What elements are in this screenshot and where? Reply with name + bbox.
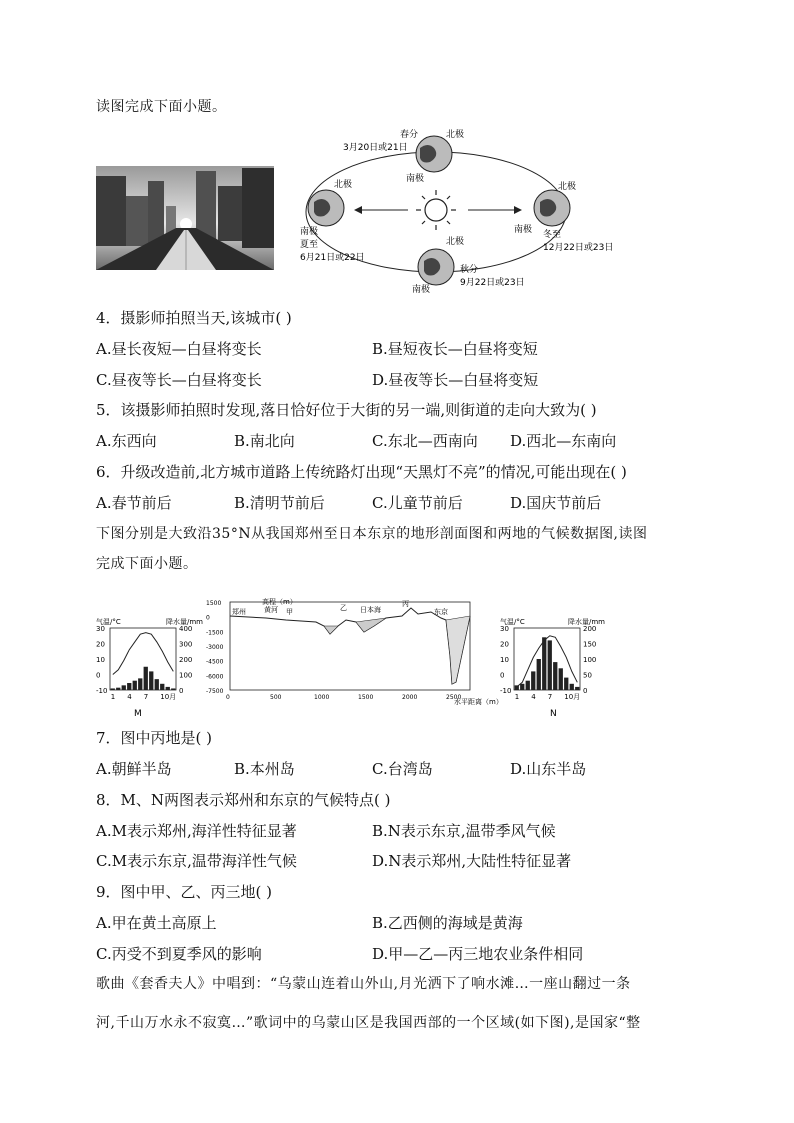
- m-temp-line: [113, 633, 174, 675]
- place-sea-of-japan: 日本海: [360, 606, 381, 614]
- profile-y-tick: 1500: [206, 600, 222, 607]
- place-yellow-river: 黄河: [264, 606, 278, 614]
- m-month-tick: 4: [127, 693, 132, 701]
- m-precip-label: 降水量/mm: [166, 618, 203, 626]
- question-4-stem: 4．摄影师拍照当天,该城市( ): [96, 309, 292, 327]
- profile-x-label: 水平距离（m）: [454, 698, 500, 706]
- m-precip-bar: [144, 667, 148, 690]
- profile-x-tick: 500: [270, 694, 282, 701]
- profile-y-tick: -3000: [206, 644, 224, 651]
- n-precip-label: 降水量/mm: [568, 618, 605, 626]
- winter-date: 12月22日或23日: [543, 243, 614, 253]
- south-pole-summer: 南极: [300, 227, 319, 237]
- m-precip-bar: [149, 671, 153, 690]
- q9-option-a[interactable]: A.甲在黄土高原上: [96, 914, 217, 932]
- q7-option-b[interactable]: B.本州岛: [234, 760, 295, 778]
- q5-option-d[interactable]: D.西北—东南向: [510, 432, 617, 450]
- earth-summer-icon: [308, 190, 344, 226]
- q7-option-d[interactable]: D.山东半岛: [510, 760, 587, 778]
- place-zhengzhou: 郑州: [232, 608, 246, 616]
- question-8-stem: 8．M、N两图表示郑州和东京的气候特点( ): [96, 791, 391, 809]
- sun-icon: [416, 190, 456, 230]
- m-month-tick: 1: [110, 693, 116, 701]
- n-precip-bar: [548, 640, 552, 690]
- terrain-profile: [206, 596, 500, 708]
- q7-option-a[interactable]: A.朝鲜半岛: [96, 760, 172, 778]
- m-precip-bar: [122, 685, 126, 690]
- m-temp-label: 气温/°C: [96, 618, 121, 626]
- q6-option-b[interactable]: B.清明节前后: [234, 494, 325, 512]
- q9-option-d[interactable]: D.甲—乙—丙三地农业条件相同: [372, 945, 584, 963]
- n-precip-bar: [564, 678, 568, 690]
- climate-chart-m: [96, 614, 206, 720]
- q4-option-b[interactable]: B.昼短夜长—白昼将变短: [372, 340, 538, 358]
- n-precip-tick: 150: [583, 640, 597, 649]
- profile-y-tick: -7500: [206, 688, 224, 695]
- n-precip-bar: [575, 687, 579, 690]
- summer-label: 夏至: [300, 240, 319, 250]
- autumn-label: 秋分: [460, 265, 479, 275]
- north-pole-winter: 北极: [558, 182, 577, 192]
- m-temp-tick: 10: [96, 656, 105, 664]
- north-pole-spring: 北极: [446, 130, 465, 140]
- q5-option-a[interactable]: A.东西向: [96, 432, 157, 450]
- q4-option-c[interactable]: C.昼夜等长—白昼将变长: [96, 371, 262, 389]
- n-temp-tick: 30: [500, 625, 509, 633]
- m-temp-tick: 20: [96, 640, 105, 649]
- n-precip-tick: 200: [583, 625, 597, 633]
- summer-date: 6月21日或22日: [300, 253, 365, 263]
- earth-spring-icon: [416, 136, 452, 172]
- place-tokyo: 东京: [434, 608, 448, 616]
- south-pole-winter: 南极: [514, 225, 533, 235]
- n-precip-bar: [553, 662, 557, 690]
- intro-text-2-line2: 完成下面小题。: [96, 556, 198, 572]
- n-precip-bar: [537, 659, 541, 690]
- q5-option-b[interactable]: B.南北向: [234, 432, 295, 450]
- n-month-tick: 4: [531, 693, 536, 701]
- m-precip-tick: 100: [179, 671, 193, 680]
- profile-x-tick: 1500: [358, 694, 374, 701]
- n-temp-tick: 10: [500, 656, 509, 664]
- m-month-tick: 7: [143, 693, 149, 701]
- intro-text-2-line1: 下图分别是大致沿35°N从我国郑州至日本东京的地形剖面图和两地的气候数据图,读图: [96, 526, 648, 542]
- earth-autumn-icon: [418, 249, 454, 285]
- n-precip-tick: 100: [583, 656, 597, 664]
- earth-winter-icon: [534, 190, 570, 226]
- m-precip-tick: 400: [179, 625, 193, 633]
- n-precip-bar: [526, 681, 530, 690]
- q9-option-c[interactable]: C.丙受不到夏季风的影响: [96, 945, 262, 963]
- q8-option-b[interactable]: B.N表示东京,温带季风气候: [372, 822, 556, 840]
- m-precip-tick: 0: [179, 687, 184, 695]
- profile-x-tick: 0: [226, 694, 230, 701]
- q6-option-a[interactable]: A.春节前后: [96, 494, 172, 512]
- m-precip-bar: [155, 679, 159, 690]
- m-temp-tick: 30: [96, 625, 105, 633]
- m-chart-name: M: [134, 709, 142, 719]
- m-temp-tick: 0: [96, 671, 101, 680]
- n-temp-label: 气温/°C: [500, 618, 525, 626]
- q7-option-c[interactable]: C.台湾岛: [372, 760, 433, 778]
- m-precip-bar: [133, 681, 137, 690]
- n-month-tick: 7: [547, 693, 553, 701]
- intro-text-3-line1: 歌曲《套香夫人》中唱到：“乌蒙山连着山外山,月光洒下了响水滩…一座山翻过一条: [96, 976, 631, 992]
- place-yi: 乙: [340, 604, 347, 612]
- profile-x-tick: 2000: [402, 694, 418, 701]
- question-6-stem: 6．升级改造前,北方城市道路上传统路灯出现“天黑灯不亮”的情况,可能出现在( ): [96, 463, 627, 481]
- m-precip-bar: [127, 683, 131, 690]
- intro-text-3-line2: 河,千山万水永不寂寞…”歌词中的乌蒙山区是我国西部的一个区域(如下图),是国家“整: [96, 1015, 641, 1031]
- q8-option-c[interactable]: C.M表示东京,温带海洋性气候: [96, 852, 297, 870]
- n-precip-tick: 50: [583, 671, 592, 680]
- q9-option-b[interactable]: B.乙西侧的海域是黄海: [372, 914, 523, 932]
- north-pole-autumn: 北极: [446, 237, 465, 247]
- m-precip-bar: [116, 688, 120, 690]
- profile-elev-label: 高程（m）: [262, 598, 297, 606]
- question-5-stem: 5．该摄影师拍照时发现,落日恰好位于大街的另一端,则街道的走向大致为( ): [96, 401, 597, 419]
- n-temp-tick: 0: [500, 671, 505, 680]
- m-precip-bar: [111, 688, 115, 690]
- m-precip-bar: [171, 688, 175, 690]
- south-pole-autumn: 南极: [412, 285, 431, 294]
- profile-y-tick: -6000: [206, 673, 224, 681]
- question-9-stem: 9．图中甲、乙、丙三地( ): [96, 883, 273, 901]
- q8-option-d[interactable]: D.N表示郑州,大陆性特征显著: [372, 852, 572, 870]
- n-precip-bar: [542, 637, 546, 690]
- earth-orbit-diagram: [296, 124, 616, 294]
- q5-option-c[interactable]: C.东北—西南向: [372, 432, 478, 450]
- n-month-tick: 10月: [564, 693, 581, 701]
- n-precip-tick: 0: [583, 687, 588, 695]
- n-month-tick: 1: [514, 693, 520, 701]
- spring-label: 春分: [400, 130, 419, 140]
- n-precip-bar: [531, 671, 535, 690]
- m-precip-tick: 300: [179, 640, 193, 649]
- profile-x-tick: 2500: [446, 694, 462, 701]
- autumn-date: 9月22日或23日: [460, 278, 525, 288]
- n-precip-bar: [570, 684, 574, 690]
- n-precip-bar: [559, 668, 563, 690]
- q4-option-d[interactable]: D.昼夜等长—白昼将变短: [372, 371, 539, 389]
- question-7-stem: 7．图中丙地是( ): [96, 729, 213, 747]
- profile-y-tick: -1500: [206, 629, 224, 637]
- n-precip-bar: [520, 684, 524, 690]
- n-temp-tick: -10: [500, 687, 512, 695]
- n-chart-name: N: [550, 709, 557, 719]
- q4-option-a[interactable]: A.昼长夜短—白昼将变长: [96, 340, 262, 358]
- place-jia: 甲: [286, 608, 293, 616]
- intro-text-1: 读图完成下面小题。: [96, 99, 227, 115]
- spring-date: 3月20日或21日: [343, 143, 408, 153]
- climate-chart-n: [500, 614, 610, 720]
- profile-y-tick: 0: [206, 614, 210, 622]
- m-precip-bar: [138, 678, 142, 690]
- q8-option-a[interactable]: A.M表示郑州,海洋性特征显著: [96, 822, 297, 840]
- profile-y-tick: -4500: [206, 658, 224, 666]
- q6-option-c[interactable]: C.儿童节前后: [372, 494, 463, 512]
- q6-option-d[interactable]: D.国庆节前后: [510, 494, 602, 512]
- m-precip-bar: [166, 687, 170, 690]
- place-bing: 丙: [402, 600, 409, 608]
- m-precip-tick: 200: [179, 656, 193, 664]
- m-precip-bar: [160, 684, 164, 690]
- profile-x-tick: 1000: [314, 694, 330, 701]
- winter-label: 冬至: [543, 230, 562, 240]
- m-temp-tick: -10: [96, 687, 108, 695]
- m-month-tick: 10月: [160, 693, 177, 701]
- city-street-photo: [96, 166, 274, 270]
- south-pole-spring: 南极: [406, 174, 425, 184]
- n-temp-tick: 20: [500, 640, 509, 649]
- north-pole-summer: 北极: [334, 180, 353, 190]
